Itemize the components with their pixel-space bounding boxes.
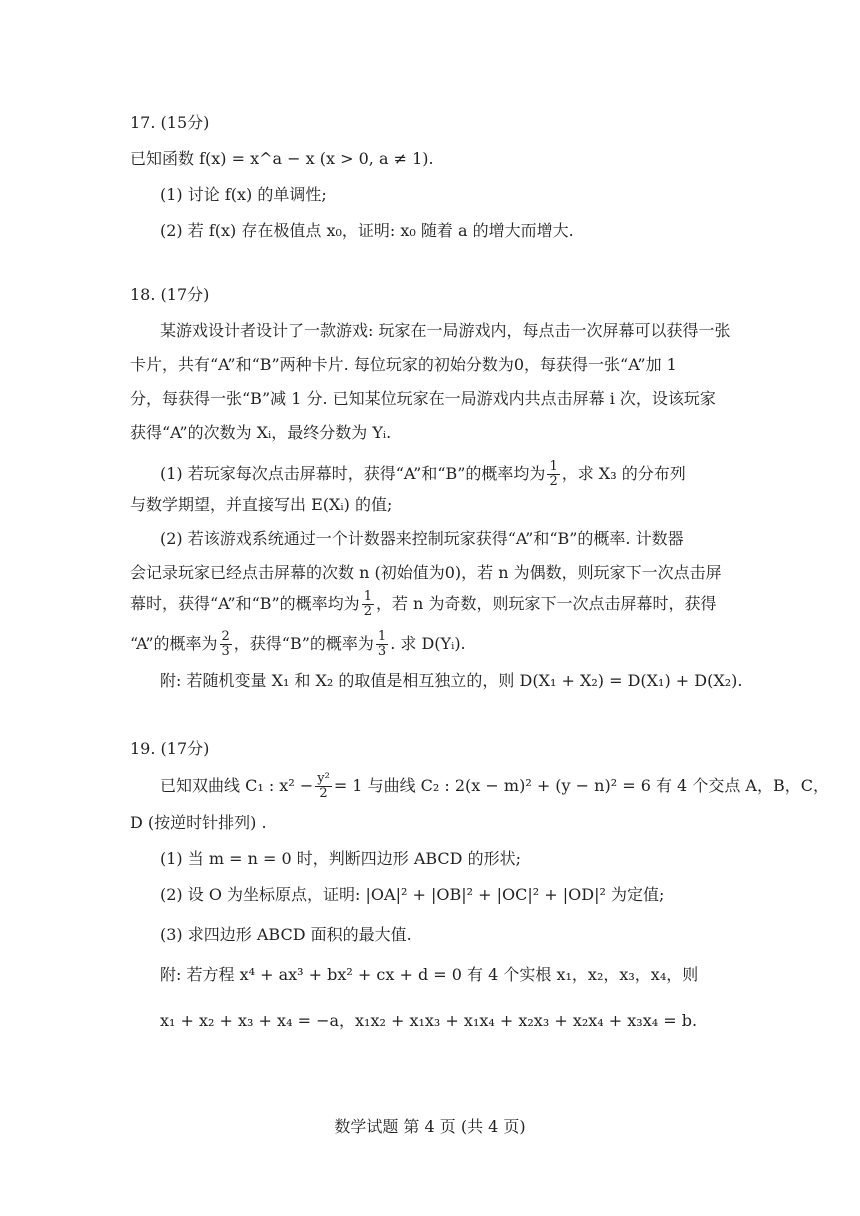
problem-18-q2-line-2: 会记录玩家已经点击屏幕的次数 n (初始值为0)，若 n 为偶数，则玩家下一次点击屏 xyxy=(130,563,722,582)
problem-18-q2-line-4 xyxy=(130,630,466,659)
fraction-numerator: 1 xyxy=(549,459,558,474)
problem-18-q2-line-3 xyxy=(130,590,716,619)
problem-18-line-4: 获得“A”的次数为 Xᵢ，最终分数为 Yᵢ. xyxy=(130,423,392,442)
problem-19-stem-text-b: = 1 与曲线 C₂ : 2(x − m)² + (y − n)² = 6 有 4 个交点 A，B，C， xyxy=(333,776,829,795)
fraction-numerator: 1 xyxy=(363,589,372,604)
fraction-y-squared-over-2 xyxy=(315,772,332,801)
problem-19-q2: (2) 设 O 为坐标原点，证明: |OA|² + |OB|² + |OC|² + |OD|² 为定值; xyxy=(160,885,665,904)
fraction-numerator: 2 xyxy=(221,629,230,644)
problem-18-line-1: 某游戏设计者设计了一款游戏: 玩家在一局游戏内，每点击一次屏幕可以获得一张 xyxy=(160,321,731,340)
fraction-denominator: 2 xyxy=(319,786,328,801)
fraction-one-half xyxy=(362,590,374,619)
problem-18-q1-line xyxy=(160,460,686,489)
problem-19-note-2: x₁ + x₂ + x₃ + x₄ = −a，x₁x₂ + x₁x₃ + x₁x₄ + x₂x₃ + x₂x₄ + x₃x₄ = b. xyxy=(160,1011,698,1030)
page-footer: 数学试题 第 4 页 (共 4 页) xyxy=(334,1117,526,1136)
problem-19-stem-line-2: D (按逆时针排列) . xyxy=(130,813,267,832)
problem-18-note: 附: 若随机变量 X₁ 和 X₂ 的取值是相互独立的，则 D(X₁ + X₂) = D(X₁) + D(X₂). xyxy=(160,671,743,690)
fraction-one-half xyxy=(547,460,559,489)
problem-17-q1: (1) 讨论 f(x) 的单调性; xyxy=(160,185,327,204)
problem-18-line-2: 卡片，共有“A”和“B”两种卡片. 每位玩家的初始分数为0，每获得一张“A”加 1 xyxy=(130,355,677,374)
problem-18-line-3: 分，每获得一张“B”减 1 分. 已知某位玩家在一局游戏内共点击屏幕 i 次，设该玩家 xyxy=(130,389,716,408)
problem-18-q2-text-c: “A”的概率为 xyxy=(130,634,218,653)
problem-19-q3: (3) 求四边形 ABCD 面积的最大值. xyxy=(160,925,412,944)
problem-19-q1: (1) 当 m = n = 0 时，判断四边形 ABCD 的形状; xyxy=(160,849,521,868)
fraction-numerator: 1 xyxy=(377,629,387,644)
problem-19-stem-line-1 xyxy=(160,772,829,801)
problem-18-header: 18. (17分) xyxy=(130,285,210,304)
problem-17-header: 17. (15分) xyxy=(130,113,210,132)
fraction-one-third xyxy=(376,630,388,659)
problem-19-stem-text-a: 已知双曲线 C₁ : x² − xyxy=(160,776,314,795)
problem-18-q2-text-a: 幕时，获得“A”和“B”的概率均为 xyxy=(130,594,360,613)
problem-18-q2-line-1: (2) 若该游戏系统通过一个计数器来控制玩家获得“A”和“B”的概率. 计数器 xyxy=(160,529,684,548)
fraction-numerator: y² xyxy=(317,771,330,786)
problem-19-note-1: 附: 若方程 x⁴ + ax³ + bx² + cx + d = 0 有 4 个实根 x₁，x₂，x₃，x₄，则 xyxy=(160,965,699,984)
problem-18-q2-text-d: ，获得“B”的概率为 xyxy=(233,634,374,653)
fraction-two-thirds xyxy=(220,630,232,659)
problem-18-q1-text-b: ，求 X₃ 的分布列 xyxy=(561,464,686,483)
problem-18-q2-text-b: ，若 n 为奇数，则玩家下一次点击屏幕时，获得 xyxy=(375,594,717,613)
problem-17-q2: (2) 若 f(x) 存在极值点 x₀，证明: x₀ 随着 a 的增大而增大. xyxy=(160,221,574,240)
fraction-denominator: 3 xyxy=(221,644,230,659)
fraction-denominator: 3 xyxy=(377,644,387,659)
fraction-denominator: 2 xyxy=(549,474,558,489)
problem-19-header: 19. (17分) xyxy=(130,739,210,758)
problem-18-q1-line-2: 与数学期望，并直接写出 E(Xᵢ) 的值; xyxy=(130,495,393,514)
problem-18-q1-text-a: (1) 若玩家每次点击屏幕时，获得“A”和“B”的概率均为 xyxy=(160,464,546,483)
problem-18-q2-text-e: . 求 D(Yᵢ). xyxy=(390,634,466,653)
fraction-denominator: 2 xyxy=(363,604,372,619)
problem-17-stem: 已知函数 f(x) = x^a − x (x > 0, a ≠ 1). xyxy=(130,149,434,168)
